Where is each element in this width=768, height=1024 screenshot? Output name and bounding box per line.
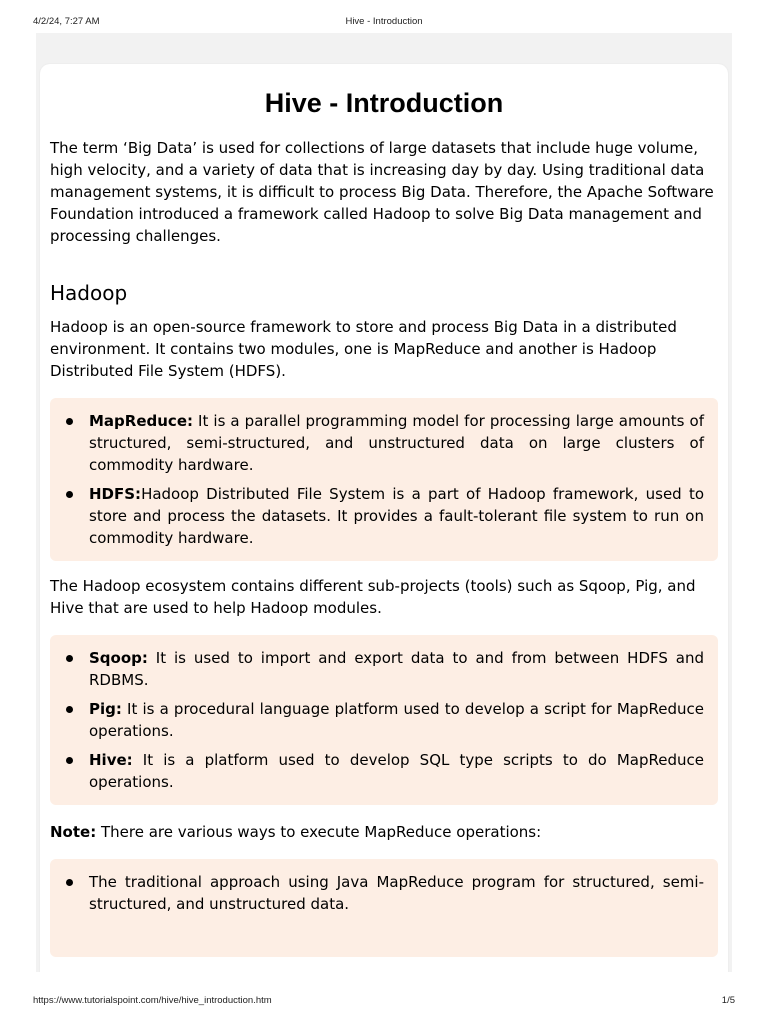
list-item-text: It is used to import and export data to and from between HDFS and RDBMS. — [89, 649, 704, 689]
list-item-term: Pig: — [89, 700, 122, 718]
note-paragraph — [50, 821, 718, 843]
list-item-text: Hadoop Distributed File System is a part of Hadoop framework, used to store and process the datasets. It provides a fault-tolerant file system to run on commodity hardware. — [89, 485, 704, 547]
list-item-term: MapReduce: — [89, 412, 193, 430]
list-item — [64, 749, 704, 793]
bullet-icon — [66, 706, 73, 713]
list-item-term: Hive: — [89, 751, 133, 769]
list-item-text: It is a parallel programming model for processing large amounts of structured, semi-structured, and unstructured data on large clusters of commodity hardware. — [89, 412, 704, 474]
print-header — [33, 16, 735, 30]
print-title: Hive - Introduction — [345, 16, 423, 27]
print-footer — [33, 995, 735, 1009]
tools-list — [64, 647, 704, 793]
section-heading-hadoop: Hadoop — [50, 281, 128, 305]
list-item-text: The traditional approach using Java MapReduce program for structured, semi-structured, and unstructured data. — [89, 873, 704, 913]
page-background — [36, 33, 732, 972]
bullet-icon — [66, 757, 73, 764]
note-text: There are various ways to execute MapReduce operations: — [96, 823, 542, 841]
list-item-term: HDFS: — [89, 485, 142, 503]
ecosystem-paragraph: The Hadoop ecosystem contains different sub-projects (tools) such as Sqoop, Pig, and Hive that are used to help Hadoop modules. — [50, 577, 696, 617]
list-item-term: Sqoop: — [89, 649, 148, 667]
tools-box — [50, 635, 718, 805]
print-url[interactable]: https://www.tutorialspoint.com/hive/hive_introduction.htm — [33, 995, 272, 1006]
list-item-text: It is a platform used to develop SQL type scripts to do MapReduce operations. — [89, 751, 704, 791]
bullet-icon — [66, 491, 73, 498]
list-item — [64, 871, 704, 915]
print-datetime: 4/2/24, 7:27 AM — [33, 16, 100, 27]
bullet-icon — [66, 418, 73, 425]
intro-paragraph: The term ‘Big Data’ is used for collections of large datasets that include huge volume, high velocity, and a variety of data that is increasing day by day. Using traditional data management systems, it is difficult to process Big Data. Therefore, the Apache Software Foundation introduced a framework called Hadoop to solve Big Data management and processing challenges. — [50, 139, 714, 245]
list-item — [64, 698, 704, 742]
list-item — [64, 647, 704, 691]
list-item-text: It is a procedural language platform used to develop a script for MapReduce operations. — [89, 700, 704, 740]
bullet-icon — [66, 879, 73, 886]
ways-box — [50, 859, 718, 957]
modules-list — [64, 410, 704, 549]
hadoop-paragraph: Hadoop is an open-source framework to store and process Big Data in a distributed environment. It contains two modules, one is MapReduce and another is Hadoop Distributed File System (HDFS). — [50, 318, 677, 380]
ways-list — [64, 871, 704, 915]
list-item — [64, 410, 704, 476]
bullet-icon — [66, 655, 73, 662]
note-label: Note: — [50, 823, 97, 841]
page-title: Hive - Introduction — [264, 88, 504, 118]
modules-box — [50, 398, 718, 561]
article-content — [50, 64, 718, 957]
list-item — [64, 483, 704, 549]
article-card — [40, 64, 728, 972]
page-number: 1/5 — [721, 995, 735, 1006]
